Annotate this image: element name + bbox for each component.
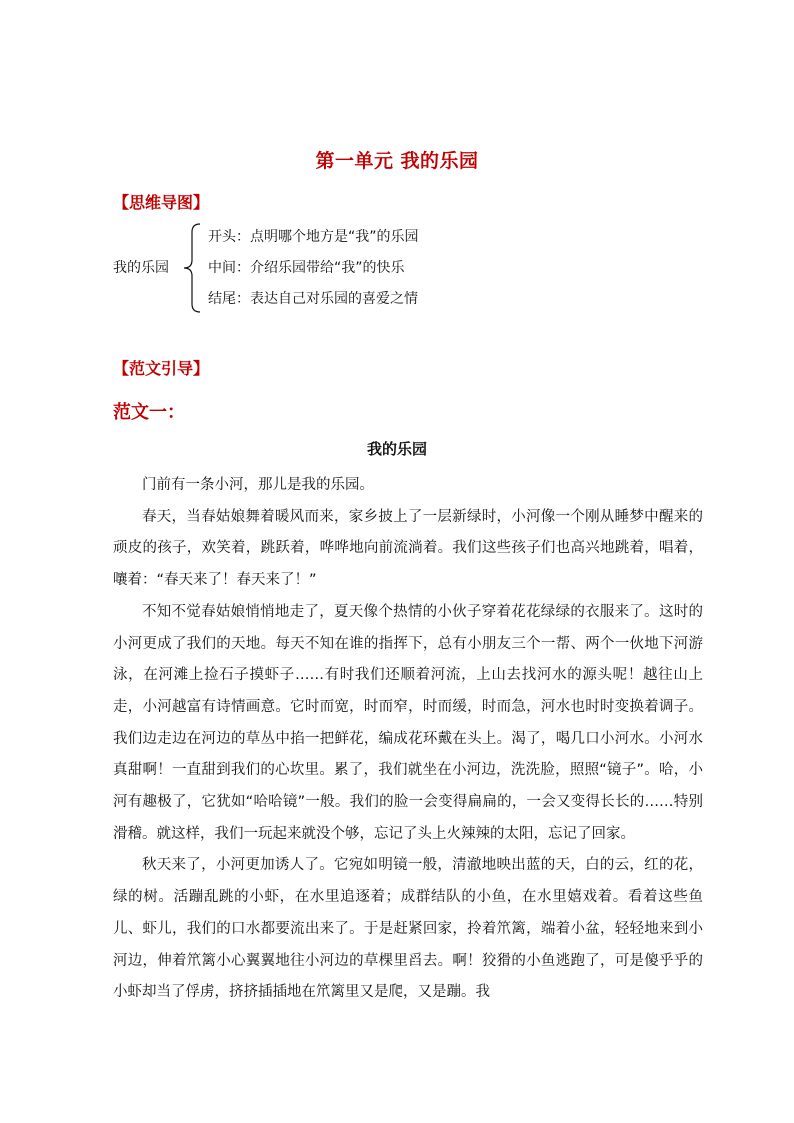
guide-heading: 【范文引导】 [113, 359, 210, 378]
essay-body [113, 470, 703, 1009]
brace-shape [180, 222, 204, 314]
essay-paragraph: 不知不觉春姑娘悄悄地走了，夏天像个热情的小伙子穿着花花绿绿的衣服来了。这时的小河更成了我们的天地。每天不知在谁的指挥下，总有小朋友三个一帮、两个一伙地下河游泳，在河滩上捡石子摸虾子……有时我们还顺着河流，上山去找河水的源头呢！越往山上走，小河越富有诗情画意。它时而宽，时而窄，时而缓，时而急，河水也时时变换着调子。我们边走边在河边的草丛中掐一把鲜花，编成花环戴在头上。渴了，喝几口小河水。小河水真甜啊！一直甜到我们的心坎里。累了，我们就坐在小河边，洗洗脸，照照“镜子”。哈，小河有趣极了，它犹如“哈哈镜”一般。我们的脸一会变得扁扁的，一会又变得长长的……特别滑稽。就这样，我们一玩起来就没个够，忘记了头上火辣辣的太阳，忘记了回家。 [113, 603, 703, 842]
mindmap-branch-start: 开头：点明哪个地方是“我”的乐园 [208, 229, 419, 245]
essay-paragraph: 秋天来了，小河更加诱人了。它宛如明镜一般，清澈地映出蓝的天，白的云，红的花，绿的树。活蹦乱跳的小虾，在水里追逐着；成群结队的小鱼，在水里嬉戏着。看着这些鱼儿、虾儿，我们的口水都要流出来了。于是赶紧回家，拎着笊篱，端着小盆，轻轻地来到小河边，伸着笊篱小心翼翼地往小河边的草棵里舀去。啊！狡猾的小鱼逃跑了，可是傻乎乎的小虾却当了俘虏，挤挤插插地在笊篱里又是爬，又是蹦。我 [113, 857, 703, 1001]
mindmap-branch-end: 结尾：表达自己对乐园的喜爱之情 [208, 291, 418, 307]
essay-paragraph: 门前有一条小河，那儿是我的乐园。 [142, 477, 374, 493]
essay-paragraph: 春天，当春姑娘舞着暖风而来，家乡披上了一层新绿时，小河像一个刚从睡梦中醒来的顽皮的孩子，欢笑着，跳跃着，哗哗地向前流淌着。我们这些孩子们也高兴地跳着，唱着，嚷着：“春天来了！春天来了！” [113, 508, 703, 589]
model-essay-label: 范文一： [113, 402, 185, 423]
essay-title: 我的乐园 [366, 440, 427, 458]
unit-title: 第一单元 我的乐园 [315, 150, 479, 172]
mindmap-root: 我的乐园 [113, 260, 169, 276]
mindmap-branch-middle: 中间：介绍乐园带给“我”的快乐 [208, 260, 405, 276]
mindmap-heading: 【思维导图】 [113, 193, 210, 212]
